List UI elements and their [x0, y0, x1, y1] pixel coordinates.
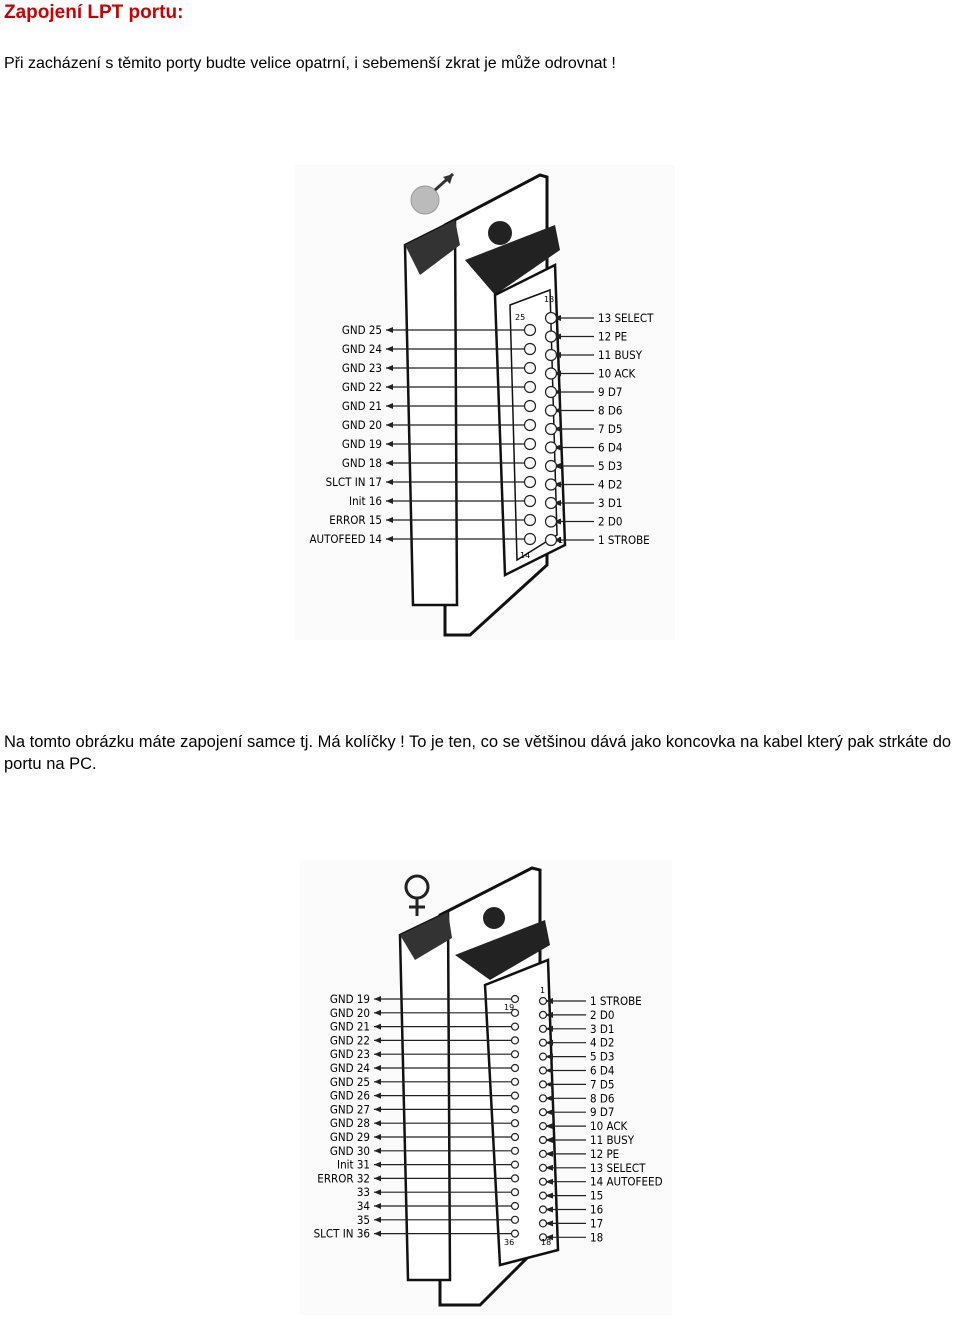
- f-pin: [512, 1216, 519, 1223]
- m-right-label: 5 D3: [598, 459, 623, 473]
- f-pin: [540, 1220, 547, 1227]
- m-pin: [546, 387, 557, 398]
- f-right-label: 13 SELECT: [590, 1160, 646, 1175]
- f-pin: [540, 1039, 547, 1046]
- f-right-label: 16: [590, 1202, 604, 1217]
- m-pin: [525, 515, 536, 526]
- f-left-label: GND 29: [329, 1130, 370, 1144]
- m-left-label: AUTOFEED 14: [309, 532, 382, 546]
- f-left-label: GND 27: [329, 1102, 370, 1117]
- m-pin: [525, 420, 536, 431]
- m-pin: [525, 534, 536, 545]
- m-pin: [546, 535, 557, 546]
- f-pin: [512, 1106, 519, 1113]
- f-left-label: 33: [356, 1185, 370, 1200]
- f-pin: [540, 1178, 547, 1185]
- f-pin: [512, 996, 519, 1003]
- male-corner-14: 14: [520, 551, 531, 560]
- m-left-label: SLCT IN 17: [325, 475, 382, 489]
- f-pin: [540, 1053, 547, 1060]
- m-pin: [525, 496, 536, 507]
- f-left-label: GND 26: [329, 1088, 370, 1103]
- m-right-label: 11 BUSY: [598, 348, 643, 362]
- female-connector-svg: [300, 860, 672, 1315]
- m-left-label: GND 21: [341, 399, 382, 413]
- female-corner-18: 18: [541, 1238, 552, 1247]
- f-right-label: 9 D7: [590, 1105, 615, 1120]
- m-left-label: GND 23: [341, 361, 382, 375]
- male-connector-diagram: [295, 165, 675, 640]
- m-pin: [546, 461, 557, 472]
- f-pin: [512, 1161, 519, 1168]
- m-pin: [525, 439, 536, 450]
- f-left-label: Init 31: [337, 1157, 370, 1172]
- f-right-label: 7 D5: [590, 1077, 615, 1092]
- m-pin: [546, 516, 557, 527]
- f-right-label: 15: [590, 1188, 604, 1203]
- m-left-label: ERROR 15: [329, 513, 382, 527]
- f-pin: [540, 1109, 547, 1116]
- description-paragraph: Na tomto obrázku máte zapojení samce tj. Má kolíčky ! To je ten, co se většinou dává jako koncovka na kabel který pak strkáte do portu na PC.: [4, 733, 952, 773]
- m-pin: [525, 363, 536, 374]
- f-left-label: GND 30: [329, 1143, 370, 1158]
- f-right-label: 12 PE: [590, 1146, 620, 1161]
- male-connector-svg: [295, 165, 675, 640]
- m-pin: [546, 313, 557, 324]
- f-pin: [540, 1011, 547, 1018]
- f-pin: [540, 1137, 547, 1144]
- m-pin: [525, 458, 536, 469]
- female-connector-diagram: [300, 860, 672, 1315]
- f-pin: [512, 1134, 519, 1141]
- f-left-label: 34: [356, 1199, 370, 1213]
- f-pin: [512, 1230, 519, 1237]
- f-left-label: GND 21: [329, 1019, 370, 1034]
- f-pin: [512, 1037, 519, 1044]
- warning-text: Při zacházení s těmito porty budte velice opatrní, i sebemenší zkrat je může odrovnat !: [4, 55, 616, 72]
- f-left-label: GND 23: [329, 1047, 370, 1062]
- f-left-label: GND 20: [329, 1005, 370, 1020]
- f-pin: [512, 1065, 519, 1072]
- f-pin: [512, 1023, 519, 1030]
- m-pin: [525, 401, 536, 412]
- f-right-label: 11 BUSY: [590, 1133, 635, 1147]
- m-pin: [525, 325, 536, 336]
- m-pin: [546, 479, 557, 490]
- m-right-label: 3 D1: [598, 496, 623, 510]
- f-right-label: 8 D6: [590, 1091, 615, 1106]
- f-pin: [540, 1206, 547, 1213]
- m-left-label: GND 18: [341, 456, 382, 470]
- f-right-label: 2 D0: [590, 1007, 615, 1022]
- m-pin: [546, 331, 557, 342]
- m-pin: [525, 344, 536, 355]
- m-left-label: GND 20: [341, 418, 382, 432]
- m-right-label: 12 PE: [598, 329, 628, 344]
- m-right-label: 7 D5: [598, 422, 623, 436]
- f-right-label: 17: [590, 1216, 604, 1231]
- m-right-label: 13 SELECT: [598, 311, 654, 325]
- f-left-label: ERROR 32: [317, 1171, 370, 1186]
- f-left-label: SLCT IN 36: [313, 1226, 370, 1241]
- f-left-label: GND 28: [329, 1116, 370, 1131]
- f-right-label: 18: [590, 1230, 604, 1245]
- f-pin: [512, 1203, 519, 1210]
- f-pin: [540, 1067, 547, 1074]
- m-right-label: 4 D2: [598, 477, 623, 492]
- f-right-label: 1 STROBE: [590, 994, 642, 1008]
- f-pin: [540, 1150, 547, 1157]
- m-pin: [546, 368, 557, 379]
- m-left-label: GND 19: [341, 437, 382, 451]
- f-pin: [540, 1081, 547, 1088]
- m-right-label: 1 STROBE: [598, 533, 650, 547]
- f-pin: [512, 1147, 519, 1154]
- m-left-label: GND 22: [341, 380, 382, 394]
- m-pin: [546, 405, 557, 416]
- m-pin: [546, 498, 557, 509]
- f-pin: [512, 1051, 519, 1058]
- m-right-label: 6 D4: [598, 440, 623, 455]
- f-right-label: 14 AUTOFEED: [590, 1174, 663, 1189]
- male-corner-1: 1: [558, 536, 564, 545]
- f-pin: [540, 1025, 547, 1032]
- female-corner-1: 1: [540, 986, 546, 995]
- f-left-label: GND 24: [329, 1061, 370, 1075]
- m-left-label: GND 25: [341, 323, 382, 337]
- m-pin: [525, 382, 536, 393]
- m-pin: [525, 477, 536, 488]
- f-pin: [512, 1120, 519, 1127]
- f-pin: [512, 1175, 519, 1182]
- male-corner-13: 13: [544, 295, 555, 304]
- female-corner-36: 36: [504, 1238, 515, 1247]
- f-right-label: 6 D4: [590, 1063, 615, 1078]
- m-right-label: 9 D7: [598, 385, 623, 399]
- f-left-label: GND 25: [329, 1074, 370, 1089]
- page-title: Zapojení LPT portu:: [4, 2, 184, 23]
- f-right-label: 10 ACK: [590, 1119, 628, 1134]
- f-pin: [540, 1095, 547, 1102]
- f-left-label: GND 19: [329, 992, 370, 1006]
- f-pin: [540, 1123, 547, 1130]
- f-right-label: 4 D2: [590, 1035, 615, 1050]
- f-right-label: 5 D3: [590, 1049, 615, 1064]
- f-pin: [512, 1189, 519, 1196]
- f-right-label: 3 D1: [590, 1021, 615, 1036]
- f-pin: [512, 1078, 519, 1085]
- f-pin: [540, 1164, 547, 1171]
- m-pin: [546, 350, 557, 361]
- f-pin: [540, 998, 547, 1005]
- m-pin: [546, 442, 557, 453]
- f-pin: [540, 1192, 547, 1199]
- m-left-label: GND 24: [341, 342, 382, 356]
- f-left-label: 35: [356, 1212, 370, 1227]
- male-corner-25: 25: [515, 313, 526, 322]
- m-right-label: 8 D6: [598, 403, 623, 418]
- m-left-label: Init 16: [349, 494, 382, 508]
- f-left-label: GND 22: [329, 1033, 370, 1048]
- m-pin: [546, 424, 557, 435]
- m-right-label: 2 D0: [598, 514, 623, 529]
- m-right-label: 10 ACK: [598, 366, 636, 381]
- female-corner-19: 19: [504, 1003, 515, 1012]
- f-pin: [512, 1092, 519, 1099]
